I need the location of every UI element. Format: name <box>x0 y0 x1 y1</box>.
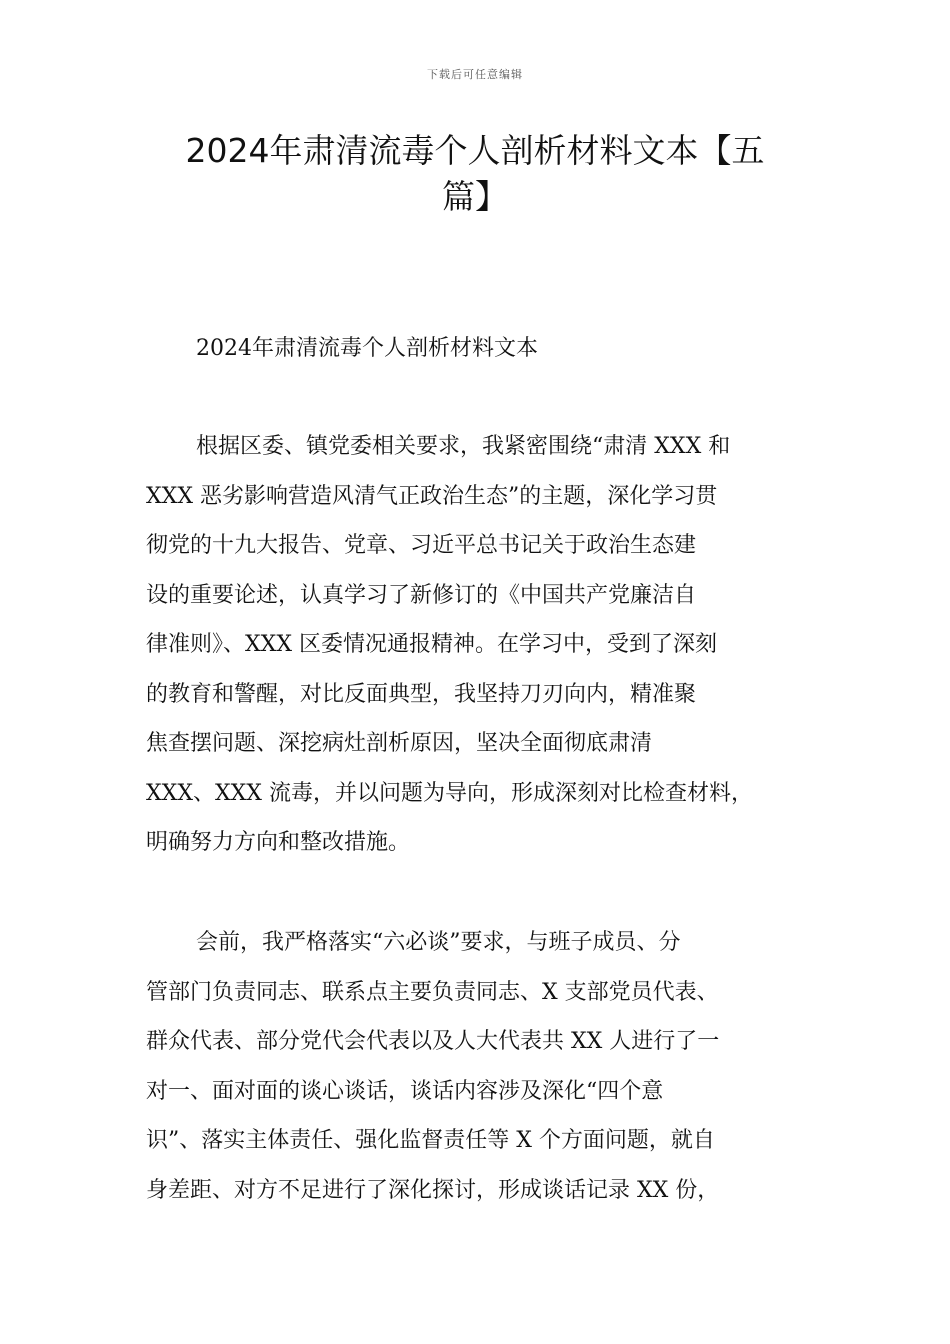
paragraph-line: 焦查摆问题、深挖病灶剖析原因，坚决全面彻底肃清 <box>146 731 653 756</box>
header-note: 下载后可任意编辑 <box>427 68 523 81</box>
document-title-line: 篇】 <box>442 177 508 216</box>
paragraph-line: 彻党的十九大报告、党章、习近平总书记关于政治生态建 <box>146 533 697 558</box>
paragraph-line: 群众代表、部分党代会代表以及人大代表共 XX 人进行了一 <box>146 1029 720 1054</box>
paragraph-line: 的教育和警醒，对比反面典型，我坚持刀刃向内，精准聚 <box>146 681 697 707</box>
paragraph-line: 会前，我严格落实“六必谈”要求，与班子成员、分 <box>196 930 681 955</box>
document-title-line: 2024年肃清流毒个人剖析材料文本【五 <box>185 131 765 170</box>
document-title <box>150 128 800 220</box>
paragraph-line: 律准则》、XXX 区委情况通报精神。在学习中，受到了深刻 <box>146 632 717 657</box>
paragraph-line: 识”、落实主体责任、强化监督责任等 X 个方面问题，就自 <box>146 1128 715 1153</box>
paragraph-line: 身差距、对方不足进行了深化探讨，形成谈话记录 XX 份， <box>146 1177 720 1203</box>
body-paragraph <box>146 432 826 878</box>
paragraph-line: 对一、面对面的谈心谈话，谈话内容涉及深化“四个意 <box>146 1078 664 1104</box>
body-paragraph <box>146 928 826 1225</box>
paragraph-line: XXX、XXX 流毒，并以问题为导向，形成深刻对比检查材料， <box>146 780 753 806</box>
paragraph-line: 根据区委、镇党委相关要求，我紧密围绕“肃清 XXX 和 <box>196 434 731 459</box>
paragraph-line: 设的重要论述，认真学习了新修订的《中国共产党廉洁自 <box>146 582 697 608</box>
paragraph-line: 明确努力方向和整改措施。 <box>146 830 411 855</box>
paragraph-line: XXX 恶劣影响营造风清气正政治生态”的主题，深化学习贯 <box>146 483 718 509</box>
paragraph-line: 管部门负责同志、联系点主要负责同志、X 支部党员代表、 <box>146 979 719 1005</box>
section-subtitle: 2024年肃清流毒个人剖析材料文本 <box>196 336 538 361</box>
